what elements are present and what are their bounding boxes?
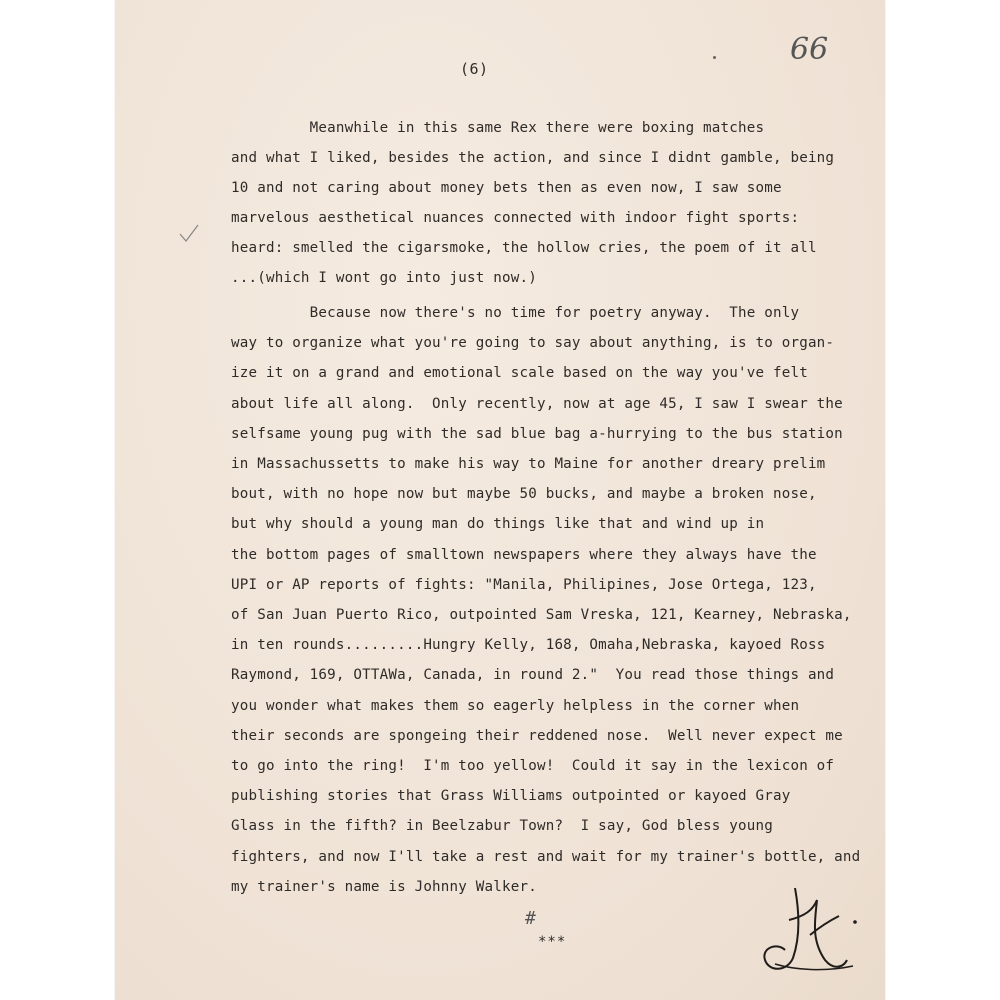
text-line: Raymond, 169, OTTAWa, Canada, in round 2." You read those things and <box>231 667 835 683</box>
check-mark-icon <box>177 222 201 246</box>
text-line: of San Juan Puerto Rico, outpointed Sam Vreska, 121, Kearney, Nebraska, <box>231 607 852 623</box>
text-line: their seconds are spongeing their reddened nose. Well never expect me <box>231 728 843 744</box>
text-line: Meanwhile in this same Rex there were boxing matches <box>231 120 765 136</box>
typed-page <box>115 0 885 1000</box>
text-line: Glass in the fifth? in Beelzabur Town? I say, God bless young <box>231 818 773 834</box>
text-line: about life all along. Only recently, now at age 45, I saw I swear the <box>231 396 843 412</box>
ink-dot <box>713 56 716 59</box>
text-line: but why should a young man do things like that and wind up in <box>231 516 765 532</box>
text-line: in ten rounds.........Hungry Kelly, 168, Omaha,Nebraska, kayoed Ross <box>231 637 826 653</box>
text-line: and what I liked, besides the action, and since I didnt gamble, being <box>231 150 835 166</box>
text-line: publishing stories that Grass Williams outpointed or kayoed Gray <box>231 788 791 804</box>
text-line: fighters, and now I'll take a rest and wait for my trainer's bottle, and <box>231 849 861 865</box>
text-line: bout, with no hope now but maybe 50 bucks, and maybe a broken nose, <box>231 486 817 502</box>
text-line: heard: smelled the cigarsmoke, the hollow cries, the poem of it all <box>231 240 817 256</box>
text-line: my trainer's name is Johnny Walker. <box>231 879 537 895</box>
text-line: in Massachussetts to make his way to Maine for another dreary prelim <box>231 456 826 472</box>
text-line: you wonder what makes them so eagerly helpless in the corner when <box>231 698 800 714</box>
text-line: way to organize what you're going to say about anything, is to organ- <box>231 335 835 351</box>
text-line: marvelous aesthetical nuances connected with indoor fight sports: <box>231 210 800 226</box>
text-line: selfsame young pug with the sad blue bag a-hurrying to the bus station <box>231 426 843 442</box>
text-line: Because now there's no time for poetry anyway. The only <box>231 305 800 321</box>
text-line: UPI or AP reports of fights: "Manila, Philipines, Jose Ortega, 123, <box>231 577 817 593</box>
text-line: ...(which I wont go into just now.) <box>231 270 537 286</box>
body-text <box>231 118 881 895</box>
page-number: (6) <box>460 60 489 78</box>
section-end-mark: *** <box>538 934 567 950</box>
handwritten-hash-mark: # <box>525 908 536 929</box>
text-line: the bottom pages of smalltown newspapers where they always have the <box>231 547 817 563</box>
text-line: ize it on a grand and emotional scale based on the way you've felt <box>231 365 808 381</box>
text-line: to go into the ring! I'm too yellow! Could it say in the lexicon of <box>231 758 835 774</box>
handwritten-page-number: 66 <box>790 32 829 67</box>
text-line: 10 and not caring about money bets then as even now, I saw some <box>231 180 782 196</box>
signature-icon <box>755 880 865 980</box>
